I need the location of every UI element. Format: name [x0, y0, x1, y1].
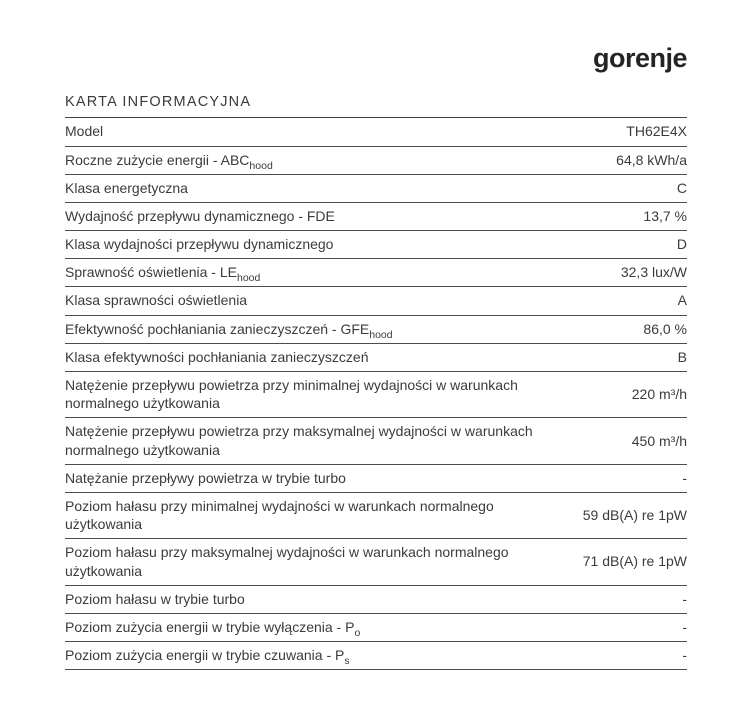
row-label-text: Roczne zużycie energii - ABC — [65, 151, 250, 168]
row-label-text: Sprawność oświetlenia - LE — [65, 264, 237, 281]
table-row — [65, 539, 687, 585]
row-value: 13,7 % — [643, 207, 687, 224]
row-label-text: Wydajność przepływu dynamicznego - FDE — [65, 207, 335, 224]
table-row — [65, 372, 687, 418]
table-row — [65, 175, 687, 203]
row-value: 64,8 kWh/a — [616, 151, 687, 168]
row-label — [65, 263, 261, 285]
row-label — [65, 122, 103, 140]
row-label-text: Klasa energetyczna — [65, 179, 188, 196]
brand-logo: gorenje — [592, 43, 687, 73]
row-label-subscript: hood — [249, 159, 273, 172]
row-label — [65, 469, 346, 487]
row-label — [65, 422, 537, 458]
row-label — [65, 235, 333, 253]
row-label — [65, 590, 245, 608]
row-label-text: Natężanie przepływy powietrza w trybie turbo — [65, 469, 346, 486]
table-row — [65, 642, 687, 670]
row-value: TH62E4X — [626, 123, 687, 140]
table-row — [65, 465, 687, 493]
table-row — [65, 344, 687, 372]
row-label-subscript: o — [354, 626, 361, 639]
row-label-text: Poziom hałasu przy maksymalnej wydajności w warunkach normalnego użytkowania — [65, 544, 509, 579]
table-row — [65, 287, 687, 315]
row-label — [65, 543, 537, 579]
row-value: 71 dB(A) re 1pW — [582, 553, 687, 570]
row-value: - — [682, 590, 687, 607]
row-value: 59 dB(A) re 1pW — [582, 507, 687, 524]
row-label-text: Poziom hałasu w trybie turbo — [65, 590, 245, 607]
row-label-text: Poziom zużycia energii w trybie czuwania - P — [65, 647, 345, 664]
row-label-text: Efektywność pochłaniania zanieczyszczeń - GFE — [65, 320, 370, 337]
row-value: 32,3 lux/W — [620, 264, 687, 281]
table-row — [65, 147, 687, 175]
row-value: - — [682, 469, 687, 486]
row-value: 450 m³/h — [631, 432, 687, 449]
row-label — [65, 291, 247, 309]
row-value: C — [676, 179, 687, 196]
table-row — [65, 316, 687, 344]
row-label-subscript: s — [344, 654, 350, 667]
row-label — [65, 497, 537, 533]
row-value: B — [677, 348, 687, 365]
row-label-text: Poziom hałasu przy minimalnej wydajności w warunkach normalnego użytkowania — [65, 497, 494, 533]
row-label-text: Model — [65, 123, 104, 140]
row-value: 86,0 % — [643, 320, 687, 337]
row-value: A — [677, 292, 687, 309]
row-value: - — [682, 647, 687, 664]
table-row — [65, 586, 687, 614]
row-label — [65, 376, 537, 412]
row-label — [65, 151, 273, 172]
table-row — [65, 231, 687, 259]
table-row — [65, 259, 687, 287]
row-label-text: Klasa efektywności pochłaniania zanieczyszczeń — [65, 348, 369, 365]
row-label-subscript: hood — [369, 328, 393, 341]
info-table — [65, 118, 687, 670]
page-title: KARTA INFORMACYJNA — [65, 94, 687, 118]
row-label — [65, 207, 335, 225]
row-label-text: Klasa sprawności oświetlenia — [65, 292, 248, 309]
row-value: 220 m³/h — [631, 386, 687, 403]
row-label — [65, 618, 361, 639]
table-row — [65, 118, 687, 146]
row-label — [65, 179, 188, 197]
row-label-subscript: hood — [236, 272, 261, 285]
page-header — [65, 44, 687, 72]
table-row — [65, 418, 687, 464]
row-label-text: Klasa wydajności przepływu dynamicznego — [65, 236, 334, 253]
row-label — [65, 646, 350, 667]
row-value: D — [676, 236, 687, 253]
table-row — [65, 614, 687, 642]
row-label — [65, 348, 369, 366]
row-value: - — [682, 618, 687, 635]
row-label-text: Natężenie przepływu powietrza przy minimalnej wydajności w warunkach normalnego użytkowania — [65, 377, 518, 412]
table-row — [65, 203, 687, 231]
row-label-text: Natężenie przepływu powietrza przy maksymalnej wydajności w warunkach normalnego użytkowania — [65, 423, 533, 458]
row-label-text: Poziom zużycia energii w trybie wyłączenia - P — [65, 618, 355, 635]
row-label — [65, 320, 393, 341]
table-row — [65, 493, 687, 539]
